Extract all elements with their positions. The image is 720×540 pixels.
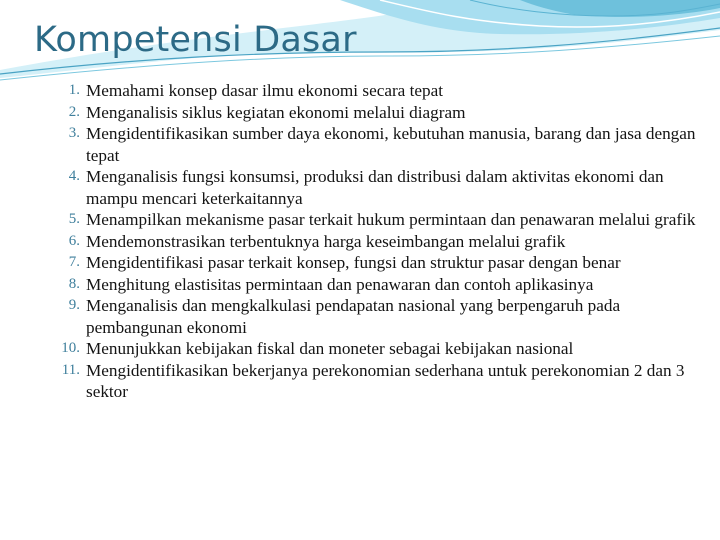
item-text: Mengidentifikasikan bekerjanya perekonomian sederhana untuk perekonomian 2 dan 3 sektor bbox=[86, 360, 685, 401]
competency-list bbox=[0, 80, 700, 403]
item-text: Menganalisis fungsi konsumsi, produksi dan distribusi dalam aktivitas ekonomi dan mampu mencari keterkaitannya bbox=[86, 167, 664, 208]
list-item bbox=[0, 252, 700, 274]
item-text: Mendemonstrasikan terbentuknya harga keseimbangan melalui grafik bbox=[86, 231, 566, 251]
item-number: 11. bbox=[61, 361, 80, 378]
item-number: 10. bbox=[61, 340, 80, 356]
item-text: Memahami konsep dasar ilmu ekonomi secara tepat bbox=[86, 81, 444, 100]
item-text: Mengidentifikasikan sumber daya ekonomi, kebutuhan manusia, barang dan jasa dengan tepat bbox=[86, 124, 696, 165]
list-item bbox=[0, 231, 700, 253]
list-item bbox=[0, 102, 700, 124]
item-number: 6. bbox=[68, 232, 80, 249]
list-item bbox=[0, 123, 700, 166]
item-number: 3. bbox=[68, 125, 80, 141]
item-text: Menganalisis siklus kegiatan ekonomi melalui diagram bbox=[86, 102, 466, 122]
list-item bbox=[0, 80, 700, 102]
item-text: Menampilkan mekanisme pasar terkait hukum permintaan dan penawaran melalui grafik bbox=[86, 210, 696, 229]
item-number: 8. bbox=[68, 275, 80, 292]
item-number: 7. bbox=[68, 254, 80, 270]
item-text: Mengidentifikasi pasar terkait konsep, fungsi dan struktur pasar dengan benar bbox=[86, 253, 621, 272]
item-number: 5. bbox=[68, 211, 80, 227]
slide-title: Kompetensi Dasar bbox=[34, 20, 357, 60]
item-number: 4. bbox=[68, 168, 80, 184]
item-text: Menganalisis dan mengkalkulasi pendapatan nasional yang berpengaruh pada pembangunan ekonomi bbox=[86, 296, 621, 337]
list-item bbox=[0, 338, 700, 360]
item-number: 1. bbox=[68, 82, 80, 98]
list-item bbox=[0, 166, 700, 209]
list-item bbox=[0, 209, 700, 231]
item-text: Menunjukkan kebijakan fiskal dan moneter sebagai kebijakan nasional bbox=[86, 339, 574, 358]
item-number: 2. bbox=[68, 103, 80, 120]
item-text: Menghitung elastisitas permintaan dan penawaran dan contoh aplikasinya bbox=[86, 274, 594, 294]
item-number: 9. bbox=[68, 297, 80, 313]
list-item bbox=[0, 360, 700, 403]
list-item bbox=[0, 295, 700, 338]
list-item bbox=[0, 274, 700, 296]
